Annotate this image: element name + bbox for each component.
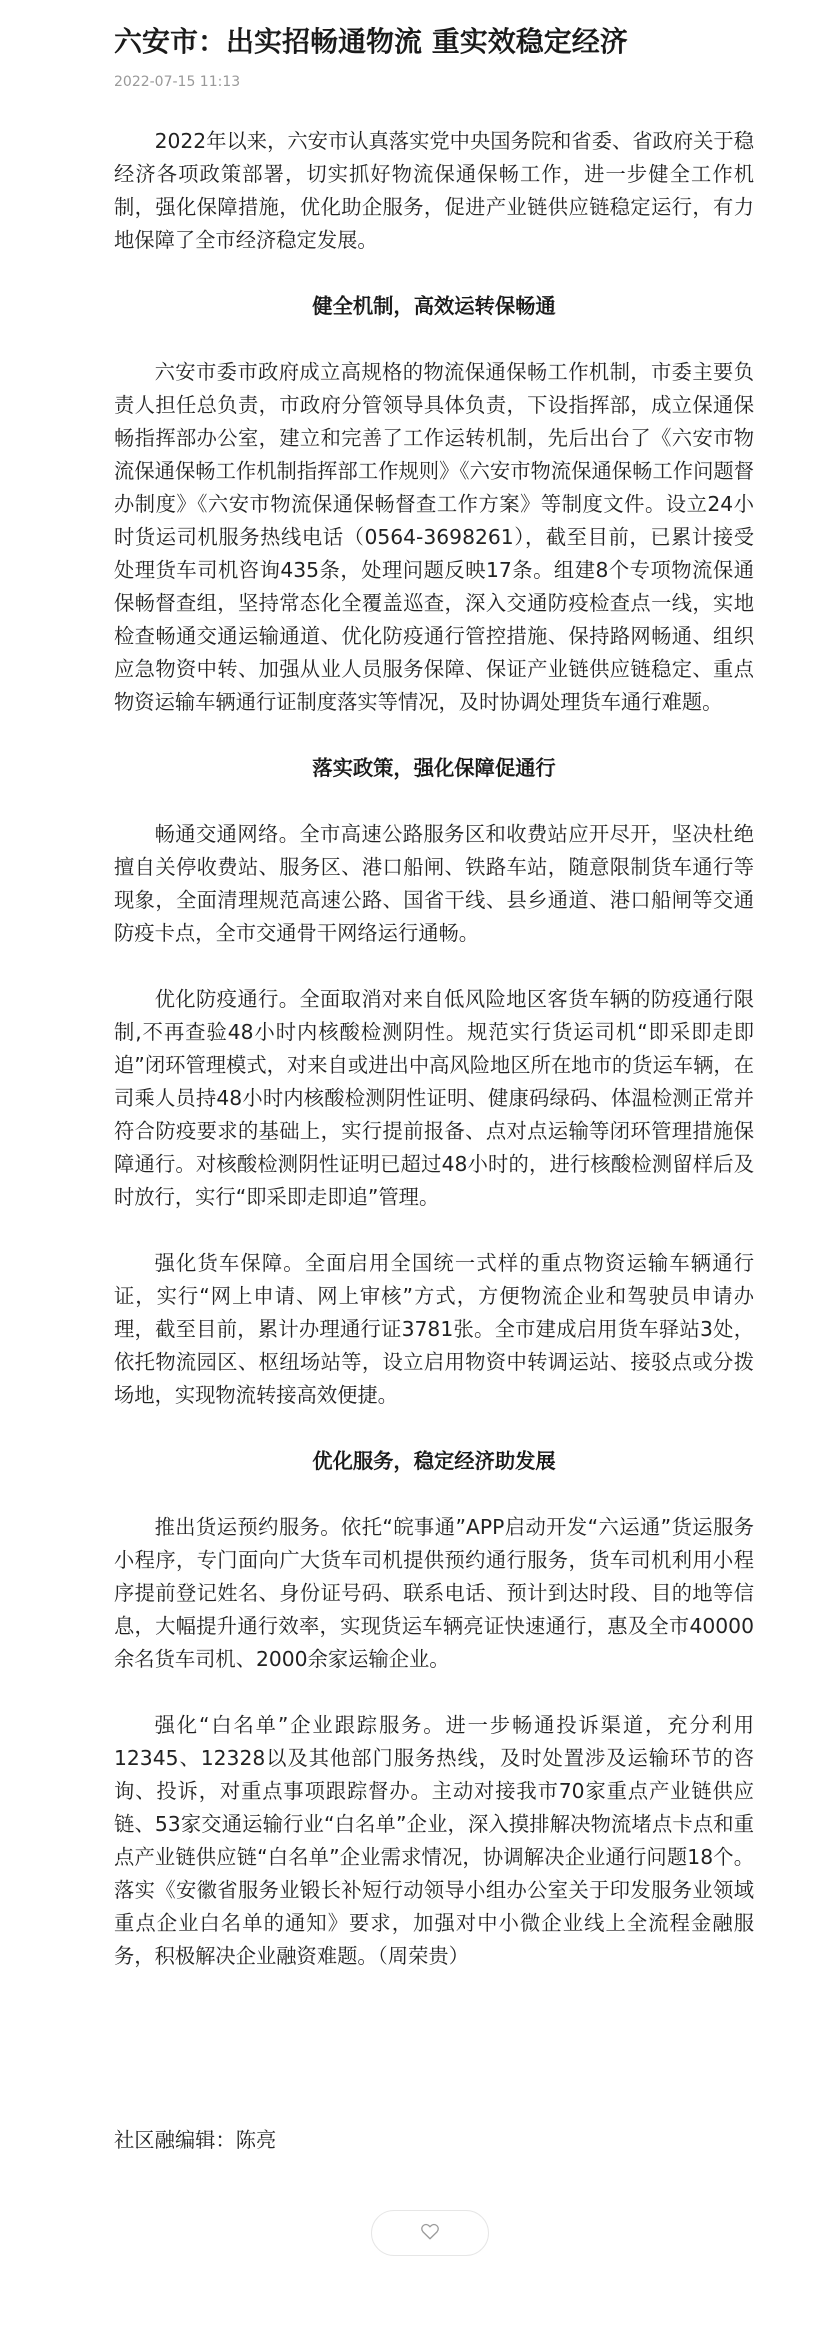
article-paragraph: 强化“白名单”企业跟踪服务。进一步畅通投诉渠道，充分利用12345、12328以及其他部门服务热线，及时处置涉及运输环节的咨询、投诉，对重点事项跟踪督办。主动对接我市70家重点产业链供应链、53家交通运输行业“白名单”企业，深入摸排解决物流堵点卡点和重点产业链供应链“白名单”企业需求情况，协调解决企业通行问题18个。落实《安徽省服务业锻长补短行动领导小组办公室关于印发服务业领域重点企业白名单的通知》要求，加强对中小微企业线上全流程金融服务，积极解决企业融资难题。（周荣贵） (114, 1713, 754, 1968)
article-paragraph: 六安市委市政府成立高规格的物流保通保畅工作机制，市委主要负责人担任总负责，市政府分管领导具体负责，下设指挥部，成立保通保畅指挥部办公室，建立和完善了工作运转机制，先后出台了《六安市物流保通保畅工作机制指挥部工作规则》《六安市物流保通保畅工作问题督办制度》《六安市物流保通保畅督查工作方案》等制度文件。设立24小时货运司机服务热线电话（0564-3698261），截至目前，已累计接受处理货车司机咨询435条，处理问题反映17条。组建8个专项物流保通保畅督查组，坚持常态化全覆盖巡查，深入交通防疫检查点一线，实地检查畅通交通运输通道、优化防疫通行管控措施、保持路网畅通、组织应急物资中转、加强从业人员服务保障、保证产业链供应链稳定、重点物资运输车辆通行证制度落实等情况，及时协调处理货车通行难题。 (114, 360, 754, 714)
heart-icon (420, 2222, 440, 2244)
article-paragraph: 推出货运预约服务。依托“皖事通”APP启动开发“六运通”货运服务小程序，专门面向广大货车司机提供预约通行服务，货车司机利用小程序提前登记姓名、身份证号码、联系电话、预计到达时段、目的地等信息，大幅提升通行效率，实现货运车辆亮证快速通行，惠及全市40000余名货车司机、2000余家运输企业。 (114, 1515, 754, 1671)
article-content (114, 125, 754, 2006)
section-heading: 健全机制，高效运转保畅通 (312, 294, 556, 318)
article-paragraph: 强化货车保障。全面启用全国统一式样的重点物资运输车辆通行证，实行“网上申请、网上审核”方式，方便物流企业和驾驶员申请办理，截至目前，累计办理通行证3781张。全市建成启用货车驿站3处，依托物流园区、枢纽场站等，设立启用物资中转调运站、接驳点或分拨场地，实现物流转接高效便捷。 (114, 1251, 754, 1407)
like-button[interactable] (371, 2210, 489, 2256)
section-heading: 优化服务，稳定经济助发展 (312, 1449, 556, 1473)
publish-date: 2022-07-15 11:13 (114, 74, 241, 90)
article-title: 六安市：出实招畅通物流 重实效稳定经济 (114, 25, 628, 58)
editor-credit: 社区融编辑：陈亮 (114, 2128, 277, 2152)
article-paragraph: 2022年以来，六安市认真落实党中央国务院和省委、省政府关于稳经济各项政策部署，切实抓好物流保通保畅工作，进一步健全工作机制，强化保障措施，优化助企服务，促进产业链供应链稳定运行，有力地保障了全市经济稳定发展。 (114, 129, 754, 252)
article-paragraph: 畅通交通网络。全市高速公路服务区和收费站应开尽开，坚决杜绝擅自关停收费站、服务区、港口船闸、铁路车站，随意限制货车通行等现象，全面清理规范高速公路、国省干线、县乡通道、港口船闸等交通防疫卡点，全市交通骨干网络运行通畅。 (114, 822, 754, 945)
article-paragraph: 优化防疫通行。全面取消对来自低风险地区客货车辆的防疫通行限制,不再查验48小时内核酸检测阴性。规范实行货运司机“即采即走即追”闭环管理模式，对来自或进出中高风险地区所在地市的货运车辆，在司乘人员持48小时内核酸检测阴性证明、健康码绿码、体温检测正常并符合防疫要求的基础上，实行提前报备、点对点运输等闭环管理措施保障通行。对核酸检测阴性证明已超过48小时的，进行核酸检测留样后及时放行，实行“即采即走即追”管理。 (114, 987, 754, 1209)
section-heading: 落实政策，强化保障促通行 (312, 756, 556, 780)
